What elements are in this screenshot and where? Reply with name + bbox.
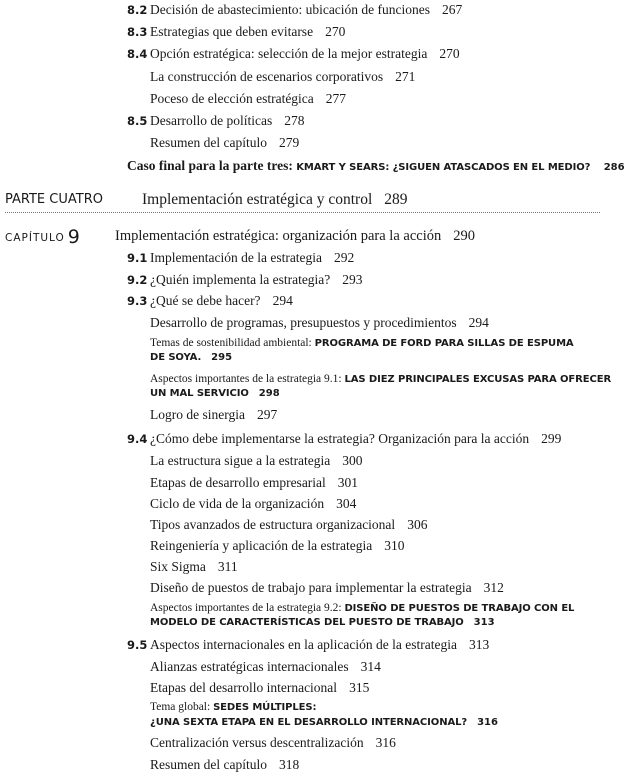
- section-number: 8.2: [127, 3, 148, 17]
- entry-title: Resumen del capítulo: [150, 757, 267, 772]
- subsection-entry[interactable]: [150, 735, 396, 751]
- section-number: 8.3: [127, 25, 148, 39]
- section-entry[interactable]: [150, 637, 489, 653]
- entry-title: Resumen del capítulo: [150, 135, 267, 150]
- entry-title: Implementación de la estrategia: [150, 250, 323, 265]
- entry-page: 279: [278, 135, 300, 150]
- entry-title: Diseño de puestos de trabajo para implementar la estrategia: [150, 580, 472, 595]
- subsection-entry[interactable]: [150, 453, 363, 469]
- chapter-label-text: CAPÍTULO: [5, 232, 65, 244]
- final-case-page: 286: [603, 162, 625, 173]
- subsection-entry[interactable]: [150, 475, 358, 491]
- feature-title-line1: SEDES MÚLTIPLES:: [213, 702, 317, 713]
- entry-title: Estrategias que deben evitarse: [150, 24, 314, 39]
- feature-page: 298: [258, 388, 280, 399]
- part-title: Implementación estratégica y control: [142, 191, 373, 208]
- subsection-entry[interactable]: [150, 135, 299, 151]
- chapter-page: 290: [453, 228, 475, 244]
- entry-title: Etapas de desarrollo empresarial: [150, 475, 326, 490]
- entry-page: 297: [256, 407, 278, 422]
- feature-title-line1: DISEÑO DE PUESTOS DE TRABAJO CON EL: [344, 603, 575, 614]
- entry-title: ¿Qué se debe hacer?: [150, 293, 261, 308]
- entry-page: 316: [375, 735, 396, 750]
- part-label: PARTE CUATRO: [5, 192, 103, 207]
- feature-title-line1: PROGRAMA DE FORD PARA SILLAS DE ESPUMA: [314, 338, 574, 349]
- entry-title: Logro de sinergia: [150, 407, 245, 422]
- entry-title: Tipos avanzados de estructura organizacional: [150, 517, 396, 532]
- feature-entry-continued[interactable]: [150, 385, 280, 402]
- entry-title: ¿Quién implementa la estrategia?: [150, 272, 331, 287]
- part-heading[interactable]: [5, 192, 600, 213]
- entry-title: Decisión de abastecimiento: ubicación de funciones: [150, 2, 431, 17]
- feature-title-line2: MODELO DE CARACTERÍSTICAS DEL PUESTO DE TRABAJO: [150, 617, 464, 628]
- entry-page: 299: [541, 431, 562, 446]
- feature-title-line2: DE SOYA.: [150, 352, 202, 363]
- subsection-entry[interactable]: [150, 91, 346, 107]
- chapter-title: Implementación estratégica: organización para la acción: [115, 228, 442, 244]
- subsection-entry[interactable]: [150, 559, 238, 575]
- entry-title: Etapas del desarrollo internacional: [150, 680, 338, 695]
- final-case-entry[interactable]: [127, 158, 625, 176]
- entry-title: ¿Cómo debe implementarse la estrategia? Organización para la acción: [150, 431, 530, 446]
- section-entry[interactable]: [150, 24, 345, 40]
- section-entry[interactable]: [150, 46, 460, 62]
- feature-title-line1: LAS DIEZ PRINCIPALES EXCUSAS PARA OFRECER: [344, 374, 612, 385]
- entry-page: 278: [284, 113, 305, 128]
- entry-title: Poceso de elección estratégica: [150, 91, 314, 106]
- section-number: 8.4: [127, 47, 148, 61]
- entry-title: Reingeniería y aplicación de la estrategia: [150, 538, 373, 553]
- final-case-title: KMART Y SEARS: ¿SIGUEN ATASCADOS EN EL MEDIO?: [296, 162, 591, 173]
- entry-page: 294: [272, 293, 293, 308]
- final-case-label: Caso final para la parte tres:: [127, 158, 293, 173]
- chapter-label: [5, 226, 80, 248]
- feature-label: Aspectos importantes de la estrategia 9.2:: [150, 602, 342, 614]
- entry-page: 304: [336, 496, 357, 511]
- section-number: 9.3: [127, 294, 148, 308]
- subsection-entry[interactable]: [150, 407, 277, 423]
- entry-page: 315: [349, 680, 370, 695]
- feature-entry-continued[interactable]: [150, 614, 495, 631]
- entry-page: 310: [384, 538, 405, 553]
- entry-page: 267: [442, 2, 463, 17]
- entry-title: Alianzas estratégicas internacionales: [150, 659, 349, 674]
- feature-page: 313: [473, 617, 495, 628]
- entry-page: 313: [469, 637, 490, 652]
- entry-page: 301: [337, 475, 359, 490]
- subsection-entry[interactable]: [150, 315, 489, 331]
- subsection-entry[interactable]: [150, 517, 427, 533]
- feature-label: Temas de sostenibilidad ambiental:: [150, 337, 312, 349]
- entry-title: Six Sigma: [150, 559, 206, 574]
- section-number: 8.5: [127, 114, 148, 128]
- entry-page: 292: [334, 250, 355, 265]
- entry-page: 294: [468, 315, 489, 330]
- feature-title-line2: ¿UNA SEXTA ETAPA EN EL DESARROLLO INTERNACIONAL?: [150, 717, 468, 728]
- feature-label: Aspectos importantes de la estrategia 9.1:: [150, 373, 342, 385]
- feature-label: Tema global:: [150, 701, 211, 713]
- section-number: 9.5: [127, 638, 148, 652]
- subsection-entry[interactable]: [150, 580, 504, 596]
- entry-title: Aspectos internacionales en la aplicación de la estrategia: [150, 637, 457, 652]
- entry-page: 318: [278, 757, 300, 772]
- section-entry[interactable]: [150, 113, 304, 129]
- entry-page: 314: [360, 659, 381, 674]
- entry-title: Desarrollo de políticas: [150, 113, 273, 128]
- entry-title: Desarrollo de programas, presupuestos y procedimientos: [150, 315, 457, 330]
- entry-title: Centralización versus descentralización: [150, 735, 364, 750]
- chapter-heading[interactable]: [115, 228, 475, 245]
- subsection-entry[interactable]: [150, 69, 415, 85]
- entry-page: 311: [217, 559, 238, 574]
- feature-entry-continued[interactable]: [150, 349, 232, 366]
- subsection-entry[interactable]: [150, 538, 405, 554]
- entry-page: 277: [325, 91, 347, 106]
- section-entry[interactable]: [150, 272, 363, 288]
- entry-page: 312: [483, 580, 504, 595]
- feature-entry-continued[interactable]: [150, 714, 498, 731]
- chapter-number: 9: [67, 226, 80, 248]
- section-entry[interactable]: [150, 293, 293, 309]
- section-number: 9.4: [127, 432, 148, 446]
- entry-page: 270: [325, 24, 346, 39]
- subsection-entry[interactable]: [150, 680, 369, 696]
- subsection-entry[interactable]: [150, 496, 356, 512]
- section-entry[interactable]: [150, 250, 354, 266]
- entry-title: La estructura sigue a la estrategia: [150, 453, 331, 468]
- subsection-entry[interactable]: [150, 757, 299, 773]
- entry-title: Ciclo de vida de la organización: [150, 496, 325, 511]
- subsection-entry[interactable]: [150, 659, 381, 675]
- part-title-wrap: [142, 191, 408, 209]
- feature-page: 295: [211, 352, 233, 363]
- entry-page: 300: [342, 453, 363, 468]
- part-page: 289: [384, 191, 408, 208]
- feature-title-line2: UN MAL SERVICIO: [150, 388, 249, 399]
- entry-page: 293: [342, 272, 363, 287]
- section-number: 9.2: [127, 273, 148, 287]
- entry-page: 306: [407, 517, 428, 532]
- section-number: 9.1: [127, 251, 148, 265]
- section-entry[interactable]: [150, 431, 561, 447]
- feature-page: 316: [477, 717, 498, 728]
- entry-page: 270: [439, 46, 460, 61]
- entry-page: 271: [395, 69, 416, 84]
- entry-title: La construcción de escenarios corporativos: [150, 69, 384, 84]
- entry-title: Opción estratégica: selección de la mejor estrategia: [150, 46, 428, 61]
- section-entry[interactable]: [150, 2, 462, 18]
